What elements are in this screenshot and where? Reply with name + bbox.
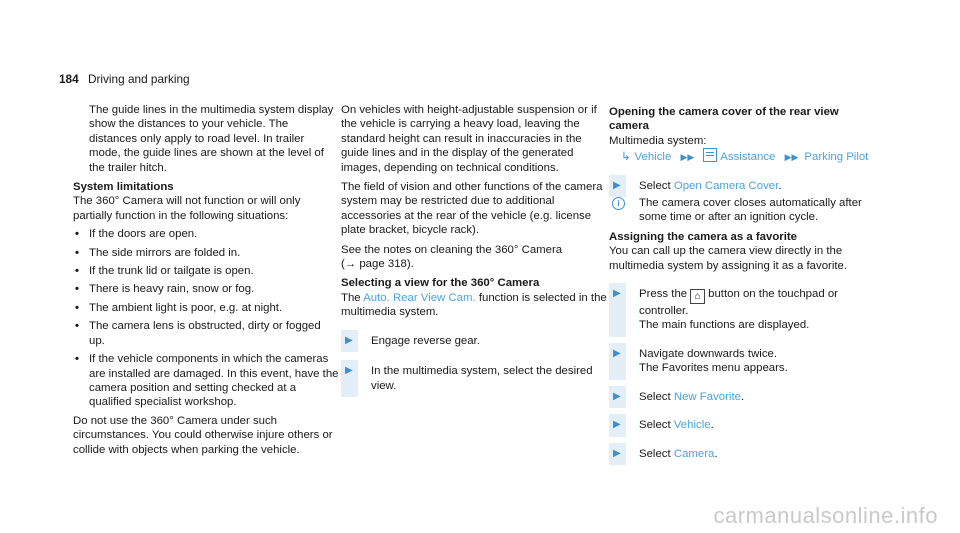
step-press-home: ▶ Press the ⌂ button on the touchpad or controller. The main functions are displayed. [609,287,877,333]
open-camera-cover-heading: Opening the camera cover of the rear view camera [609,106,839,133]
list-item: • If the vehicle components in which the cameras are installed are damaged. In this event, have the camera position and setting checked at a qualified specialist workshop. [75,353,339,409]
info-note: i The camera cover closes automatically after some time or after an ignition cycle. [609,196,877,225]
step-navigate-down: ▶ Navigate downwards twice. The Favorites menu appears. [609,347,877,376]
page-reference[interactable]: (→ page 318). [341,258,414,271]
warning-paragraph: Do not use the 360° Camera under such circumstances. You could otherwise injure others or collide with objects when parking the vehicle. [73,414,333,456]
step-select-camera: ▶ Select Camera. [609,447,877,461]
step-arrow-icon: ▶ [613,288,621,300]
suspension-paragraph: On vehicles with height-adjustable suspension or if the vehicle is carrying a heavy load, leaving the standard height can result in inaccuracies in the guide lines and in the display of the generated images, depending on technical conditions. [341,104,597,174]
assistance-icon [703,148,717,162]
list-item: • If the trunk lid or tailgate is open. [75,265,254,278]
step-open-camera-cover: ▶ Select Open Camera Cover. [609,179,877,193]
path-vehicle-link[interactable]: Vehicle [634,151,672,164]
step-engage-reverse: ▶ Engage reverse gear. [341,334,609,348]
path-assistance-link[interactable]: Assistance [720,151,776,164]
column-3 [609,103,877,461]
limitations-text: The 360° Camera will not function or will only partially function in the following situations: [73,195,301,222]
open-camera-cover-link[interactable]: Open Camera Cover [673,179,779,192]
step-arrow-icon: ▶ [613,347,621,359]
intro-paragraph: The guide lines in the multimedia system display show the distances to your vehicle. The distances only apply to road level. In trailer mode, the guide lines are shown at the level of the trailer hitch. [89,104,334,174]
vehicle-link[interactable]: Vehicle [673,419,711,432]
cleaning-note: See the notes on cleaning the 360° Camera (→ page 318). [341,243,563,271]
menu-path [609,148,877,164]
page-header [59,72,190,86]
favorite-text: You can call up the camera view directly in the multimedia system by assigning it as a favorite. [609,245,848,272]
watermark: carmanualsonline.info [713,502,938,528]
path-arrow-icon: ↳ [621,151,631,164]
system-limitations-heading: System limitations [73,181,174,194]
section-title: Driving and parking [87,72,190,86]
selecting-view-heading: Selecting a view for the 360° Camera [341,277,540,290]
list-item: • The side mirrors are folded in. [75,246,241,259]
step-select-new-favorite: ▶ Select New Favorite. [609,390,877,404]
step-arrow-icon: ▶ [345,365,353,377]
step-arrow-icon: ▶ [613,447,621,459]
home-icon: ⌂ [690,289,705,304]
multimedia-system-label: Multimedia system: [609,134,707,147]
field-of-vision-paragraph: The field of vision and other functions of the camera system may be restricted due to additional accessories at the rear of the vehicle (e.g. license plate bracket, bicycle rack). [341,181,603,237]
function-paragraph: The Auto. Rear View Cam. function is selected in the multimedia system. [341,291,607,319]
path-parking-pilot-link[interactable]: Parking Pilot [804,151,869,164]
auto-rear-view-cam-link[interactable]: Auto. Rear View Cam. [363,291,476,304]
step-arrow-icon: ▶ [345,334,353,346]
column-2 [341,103,609,393]
path-separator-icon: ▶▶ [680,152,695,163]
assign-favorite-heading: Assigning the camera as a favorite [609,230,798,243]
new-favorite-link[interactable]: New Favorite [673,390,741,403]
info-icon: i [612,197,625,210]
step-select-view: ▶ In the multimedia system, select the desired view. [341,364,609,393]
path-separator-icon: ▶▶ [784,152,799,163]
list-item: • If the doors are open. [75,228,198,241]
step-arrow-icon: ▶ [613,179,621,191]
step-arrow-icon: ▶ [613,390,621,402]
list-item: • The ambient light is poor, e.g. at night. [75,301,283,314]
list-item: • There is heavy rain, snow or fog. [75,283,255,296]
camera-link[interactable]: Camera [673,447,715,460]
column-1 [73,103,339,457]
page-number: 184 [59,72,79,86]
limitations-list [73,227,339,409]
step-select-vehicle: ▶ Select Vehicle. [609,418,877,432]
list-item: • The camera lens is obstructed, dirty or fogged up. [75,320,321,347]
step-arrow-icon: ▶ [613,419,621,431]
